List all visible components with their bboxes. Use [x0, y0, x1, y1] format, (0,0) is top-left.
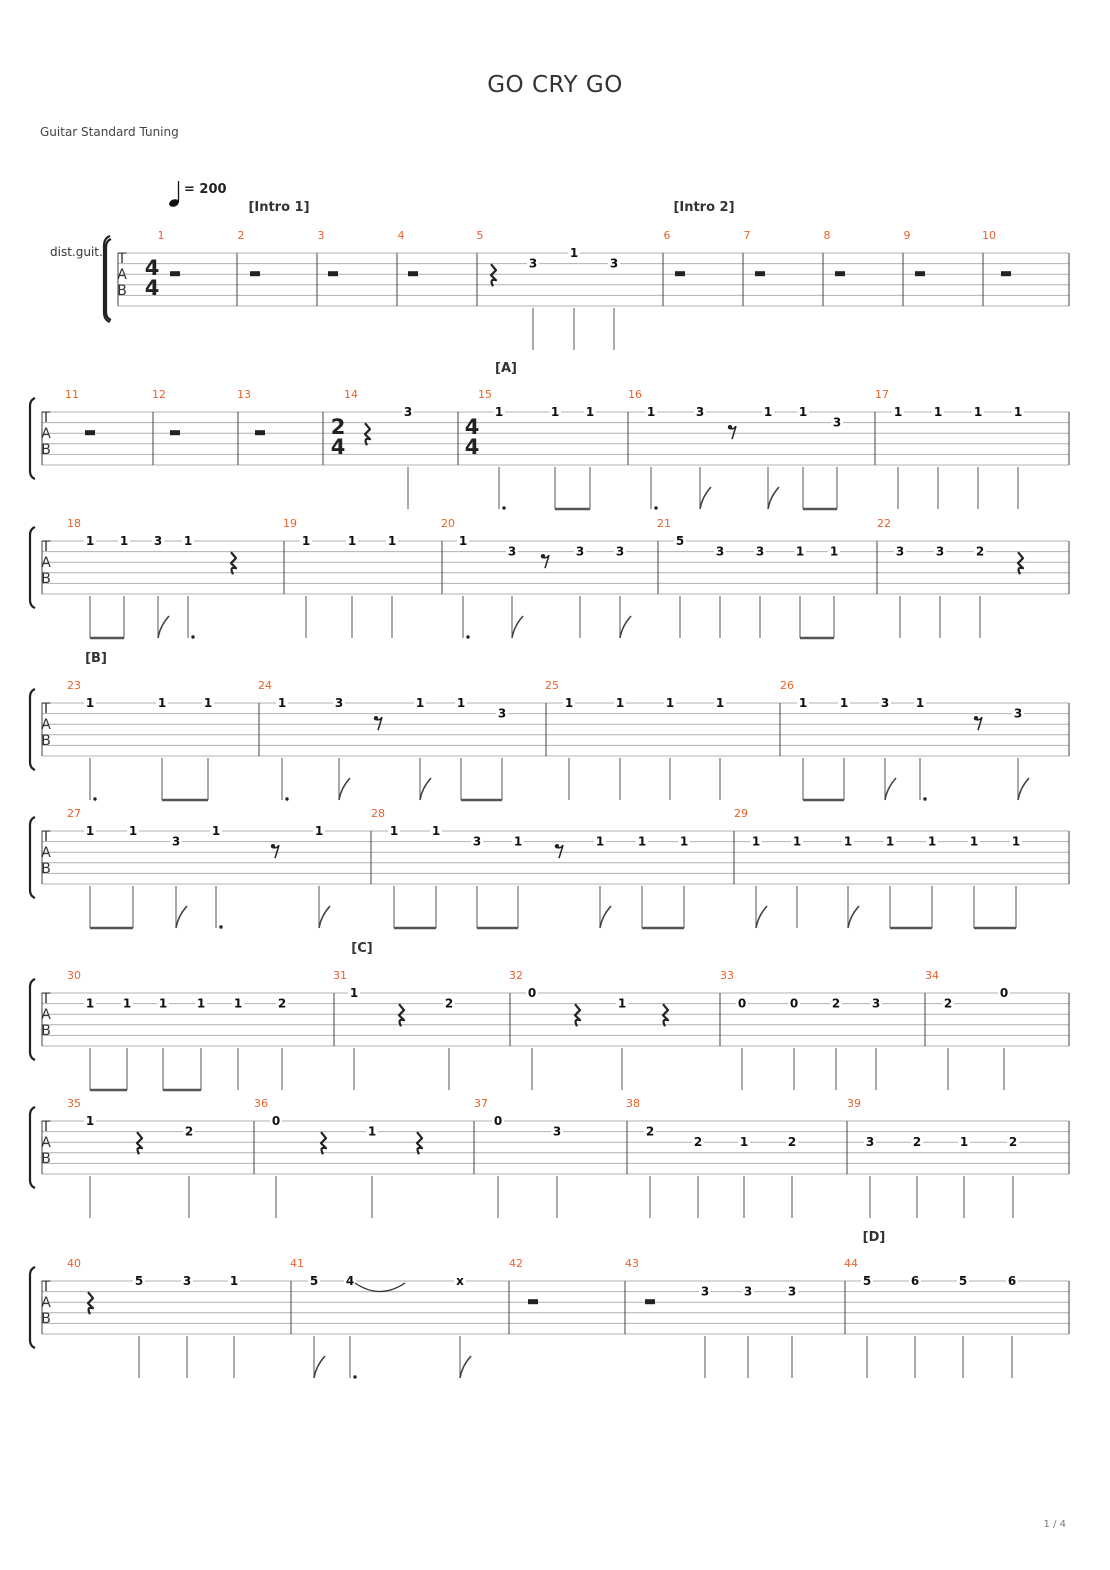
tab-fret-number: 5 [134, 1274, 144, 1288]
tab-fret-number: 1 [211, 824, 221, 838]
tab-fret-number: 1 [456, 696, 466, 710]
measure-number: 37 [474, 1097, 488, 1110]
tab-fret-number: 3 [787, 1284, 797, 1299]
page-number: 1 / 4 [1043, 1519, 1066, 1530]
tab-fret-number: 1 [367, 1124, 377, 1139]
measure-number: 6 [663, 229, 671, 242]
quarter-rest [137, 1132, 142, 1154]
tab-fret-number: 1 [122, 996, 132, 1011]
tab-fret-number: 2 [277, 996, 287, 1011]
half-rest [915, 271, 925, 276]
measure-number: 14 [344, 388, 358, 401]
measure-number: 11 [65, 388, 79, 401]
measure-number: 27 [67, 807, 81, 820]
tab-fret-number: 3 [497, 706, 507, 721]
tab-fret-number: 1 [617, 996, 627, 1011]
song-title: GO CRY GO [487, 72, 623, 98]
tab-fret-number: 3 [895, 544, 905, 559]
tab-fret-number: 1 [585, 405, 595, 419]
rhythm-dot [93, 797, 96, 800]
tab-fret-number: 1 [751, 834, 761, 849]
tab-fret-number: 1 [349, 986, 359, 1000]
tab-clef-letter: A [41, 1295, 51, 1311]
tab-fret-number: 3 [528, 256, 538, 271]
rhythm-dot [219, 925, 222, 928]
tab-clef-letter: A [41, 845, 51, 861]
system-bracket [30, 398, 35, 479]
eighth-flag [176, 906, 187, 928]
quarter-rest [88, 1292, 93, 1314]
tab-fret-number: 6 [1007, 1274, 1017, 1288]
eighth-flag [460, 1356, 471, 1378]
tab-fret-number: 1 [277, 696, 287, 710]
section-label: [Intro 1] [248, 200, 310, 215]
tab-fret-number: 2 [693, 1135, 703, 1150]
measure-number: 25 [545, 679, 559, 692]
tab-fret-number: 1 [798, 696, 808, 710]
tab-fret-number: 1 [915, 696, 925, 710]
tab-clef-letter: B [41, 1311, 51, 1327]
quarter-rest [321, 1132, 326, 1154]
tab-fret-number: 1 [85, 824, 95, 838]
tab-fret-number: 1 [387, 534, 397, 548]
tab-fret-number: 1 [973, 405, 983, 419]
quarter-rest [1018, 552, 1023, 574]
tab-fret-number: 0 [271, 1114, 281, 1128]
tab-fret-number: 5 [675, 534, 685, 548]
measure-number: 13 [237, 388, 251, 401]
measure-number: 2 [237, 229, 245, 242]
half-rest [408, 271, 418, 276]
half-rest [1001, 271, 1011, 276]
tab-fret-number: 2 [444, 996, 454, 1011]
tab-fret-number: 2 [943, 996, 953, 1011]
tab-fret-number: 1 [157, 696, 167, 710]
quarter-rest [663, 1004, 668, 1026]
tab-clef-letter: A [41, 555, 51, 571]
tab-fret-number: 1 [933, 405, 943, 419]
tab-fret-number: 3 [182, 1274, 192, 1288]
tab-fret-number: 3 [472, 834, 482, 849]
tab-fret-number: 3 [743, 1284, 753, 1299]
tempo-marking: = 200 [184, 182, 227, 197]
section-label: [C] [351, 941, 373, 956]
tab-clef-letter: B [41, 1023, 51, 1039]
tab-fret-number: 1 [665, 696, 675, 710]
measure-number: 4 [397, 229, 405, 242]
instrument-label: dist.guit. [50, 245, 103, 259]
eighth-flag [158, 616, 169, 638]
tab-fret-number: 1 [494, 405, 504, 419]
rhythm-dot [923, 797, 926, 800]
half-rest [528, 1299, 538, 1304]
tab-fret-number: 1 [550, 405, 560, 419]
measure-number: 19 [283, 517, 297, 530]
measure-number: 43 [625, 1257, 639, 1270]
half-rest [250, 271, 260, 276]
tie-arc [355, 1283, 405, 1292]
time-signature-numerator: 4 [144, 256, 160, 280]
tab-fret-number: 3 [171, 834, 181, 849]
section-label: [B] [85, 651, 107, 666]
eighth-flag [768, 487, 779, 509]
eighth-flag [314, 1356, 325, 1378]
time-signature-denominator: 4 [330, 435, 346, 459]
tab-fret-number: 1 [615, 696, 625, 710]
tab-fret-number: 3 [695, 405, 705, 419]
eighth-flag [600, 906, 611, 928]
tab-fret-number: 1 [1011, 834, 1021, 849]
rhythm-dot [502, 506, 505, 509]
tuning-label: Guitar Standard Tuning [40, 125, 179, 139]
tab-clef-letter: A [41, 426, 51, 442]
tab-fret-number: 1 [843, 834, 853, 849]
eighth-flag [885, 778, 896, 800]
tab-fret-number: 2 [645, 1124, 655, 1139]
system-bracket [30, 979, 35, 1060]
section-label: [Intro 2] [673, 200, 735, 215]
tab-fret-number: 0 [737, 996, 747, 1011]
measure-number: 41 [290, 1257, 304, 1270]
half-rest [328, 271, 338, 276]
measure-number: 17 [875, 388, 889, 401]
tab-fret-number: 3 [1013, 706, 1023, 721]
tab-clef-letter: T [41, 991, 51, 1007]
measure-number: 1 [157, 229, 165, 242]
measure-number: 33 [720, 969, 734, 982]
tab-fret-number: 1 [927, 834, 937, 849]
measure-number: 26 [780, 679, 794, 692]
measure-number: 36 [254, 1097, 268, 1110]
tab-clef-letter: T [41, 1119, 51, 1135]
tab-fret-number: 1 [739, 1135, 749, 1150]
system-bracket [30, 817, 35, 898]
tab-fret-number: 1 [885, 834, 895, 849]
tab-fret-number: 1 [646, 405, 656, 419]
tab-clef-letter: T [41, 410, 51, 426]
system-bracket [30, 1107, 35, 1188]
tab-clef-letter: B [41, 733, 51, 749]
tab-fret-number: 2 [1008, 1135, 1018, 1150]
measure-number: 5 [476, 229, 484, 242]
tab-fret-number: 1 [233, 996, 243, 1011]
tab-fret-number: 5 [958, 1274, 968, 1288]
tab-clef-letter: B [41, 571, 51, 587]
measure-number: 18 [67, 517, 81, 530]
measure-number: 8 [823, 229, 831, 242]
tab-fret-number: 1 [1013, 405, 1023, 419]
tab-fret-number: 1 [839, 696, 849, 710]
section-label: [A] [495, 361, 517, 376]
tab-fret-number: 5 [309, 1274, 319, 1288]
tab-fret-number: 1 [893, 405, 903, 419]
tab-fret-number: 1 [792, 834, 802, 849]
measure-number: 44 [844, 1257, 858, 1270]
tab-fret-number: 1 [183, 534, 193, 548]
tab-fret-number: 1 [637, 834, 647, 849]
tab-clef-letter: A [41, 1007, 51, 1023]
time-signature-numerator: 2 [330, 415, 346, 439]
tab-clef-letter: B [117, 283, 127, 299]
tab-fret-number: 1 [763, 405, 773, 419]
eighth-flag [756, 906, 767, 928]
tab-fret-number: 4 [345, 1274, 355, 1288]
rhythm-dot [466, 635, 469, 638]
tab-fret-number: 3 [700, 1284, 710, 1299]
eighth-flag [319, 906, 330, 928]
tab-fret-number: 1 [595, 834, 605, 849]
tab-fret-number: 1 [679, 834, 689, 849]
quarter-rest [365, 423, 370, 445]
tab-fret-number: 1 [119, 534, 129, 548]
measure-number: 22 [877, 517, 891, 530]
system-bracket [106, 239, 111, 320]
measure-number: 30 [67, 969, 81, 982]
tab-clef-letter: T [117, 251, 127, 267]
tab-fret-number: 1 [569, 246, 579, 260]
tab-fret-number: 0 [493, 1114, 503, 1128]
half-rest [835, 271, 845, 276]
half-rest [170, 430, 180, 435]
tab-fret-number: 3 [865, 1135, 875, 1150]
measure-number: 42 [509, 1257, 523, 1270]
tab-fret-number: 3 [715, 544, 725, 559]
tab-fret-number: 3 [153, 534, 163, 548]
tab-fret-number: 1 [795, 544, 805, 559]
tab-fret-number: 1 [314, 824, 324, 838]
measure-number: 35 [67, 1097, 81, 1110]
tab-clef-letter: T [41, 1279, 51, 1295]
tab-fret-number: 3 [615, 544, 625, 559]
half-rest [85, 430, 95, 435]
quarter-rest [575, 1004, 580, 1026]
tab-clef-letter: T [41, 829, 51, 845]
tab-fret-number: 2 [787, 1135, 797, 1150]
eighth-flag [700, 487, 711, 509]
half-rest [675, 271, 685, 276]
tab-fret-number: 3 [832, 415, 842, 430]
tab-fret-number: 2 [975, 544, 985, 559]
rhythm-dot [654, 506, 657, 509]
measure-number: 20 [441, 517, 455, 530]
tab-fret-number: 1 [301, 534, 311, 548]
tab-fret-number: x [456, 1274, 464, 1288]
rhythm-dot [353, 1375, 356, 1378]
tab-clef-letter: B [41, 1151, 51, 1167]
eighth-flag [512, 616, 523, 638]
system-bracket [30, 527, 35, 608]
tab-fret-number: 1 [229, 1274, 239, 1288]
measure-number: 15 [478, 388, 492, 401]
measure-number: 21 [657, 517, 671, 530]
tab-fret-number: 3 [575, 544, 585, 559]
tab-clef-letter: A [41, 717, 51, 733]
measure-number: 23 [67, 679, 81, 692]
measure-number: 7 [743, 229, 751, 242]
tab-clef-letter: T [41, 701, 51, 717]
quarter-rest [399, 1004, 404, 1026]
tab-fret-number: 1 [85, 696, 95, 710]
tab-fret-number: 2 [184, 1124, 194, 1139]
tab-fret-number: 3 [507, 544, 517, 559]
tab-fret-number: 1 [158, 996, 168, 1011]
system-bracket [30, 1267, 35, 1348]
tab-fret-number: 1 [85, 996, 95, 1011]
tab-fret-number: 1 [715, 696, 725, 710]
tab-fret-number: 1 [458, 534, 468, 548]
half-rest [755, 271, 765, 276]
measure-number: 34 [925, 969, 939, 982]
tab-fret-number: 1 [85, 1114, 95, 1128]
system-bracket [30, 689, 35, 770]
tab-fret-number: 0 [527, 986, 537, 1000]
tab-fret-number: 1 [415, 696, 425, 710]
tab-fret-number: 1 [203, 696, 213, 710]
measure-number: 40 [67, 1257, 81, 1270]
tab-fret-number: 3 [552, 1124, 562, 1139]
quarter-rest [491, 264, 496, 286]
tab-fret-number: 1 [564, 696, 574, 710]
tab-clef-letter: B [41, 442, 51, 458]
eighth-flag [1018, 778, 1029, 800]
tab-fret-number: 1 [128, 824, 138, 838]
tab-clef-letter: B [41, 861, 51, 877]
tab-clef-letter: A [41, 1135, 51, 1151]
tab-fret-number: 1 [85, 534, 95, 548]
measure-number: 24 [258, 679, 272, 692]
time-signature-denominator: 4 [144, 276, 160, 300]
tab-fret-number: 5 [862, 1274, 872, 1288]
tab-fret-number: 3 [935, 544, 945, 559]
quarter-rest [231, 552, 236, 574]
time-signature-denominator: 4 [464, 435, 480, 459]
eighth-flag [339, 778, 350, 800]
measure-number: 39 [847, 1097, 861, 1110]
eighth-flag [848, 906, 859, 928]
tab-clef-letter: A [117, 267, 127, 283]
tab-fret-number: 0 [789, 996, 799, 1011]
tab-fret-number: 3 [609, 256, 619, 271]
measure-number: 38 [626, 1097, 640, 1110]
eighth-flag [620, 616, 631, 638]
measure-number: 3 [317, 229, 325, 242]
tab-fret-number: 1 [347, 534, 357, 548]
half-rest [255, 430, 265, 435]
rhythm-dot [285, 797, 288, 800]
quarter-rest [417, 1132, 422, 1154]
tab-fret-number: 2 [831, 996, 841, 1011]
tab-fret-number: 1 [389, 824, 399, 838]
tab-fret-number: 0 [999, 986, 1009, 1000]
time-signature-numerator: 4 [464, 415, 480, 439]
tab-fret-number: 3 [403, 405, 413, 419]
tab-fret-number: 3 [334, 696, 344, 710]
tab-fret-number: 2 [912, 1135, 922, 1150]
tab-fret-number: 1 [513, 834, 523, 849]
rhythm-dot [191, 635, 194, 638]
tab-clef-letter: T [41, 539, 51, 555]
eighth-flag [420, 778, 431, 800]
section-label: [D] [862, 1230, 886, 1245]
tab-fret-number: 1 [798, 405, 808, 419]
measure-number: 28 [371, 807, 385, 820]
measure-number: 10 [982, 229, 996, 242]
tab-fret-number: 1 [959, 1135, 969, 1150]
tab-fret-number: 1 [829, 544, 839, 559]
half-rest [170, 271, 180, 276]
tab-fret-number: 1 [196, 996, 206, 1011]
tab-fret-number: 1 [969, 834, 979, 849]
measure-number: 16 [628, 388, 642, 401]
measure-number: 29 [734, 807, 748, 820]
measure-number: 31 [333, 969, 347, 982]
tab-fret-number: 1 [431, 824, 441, 838]
measure-number: 12 [152, 388, 166, 401]
tab-fret-number: 3 [755, 544, 765, 559]
measure-number: 32 [509, 969, 523, 982]
measure-number: 9 [903, 229, 911, 242]
tab-fret-number: 3 [880, 696, 890, 710]
tab-fret-number: 6 [910, 1274, 920, 1288]
tab-fret-number: 3 [871, 996, 881, 1011]
half-rest [645, 1299, 655, 1304]
